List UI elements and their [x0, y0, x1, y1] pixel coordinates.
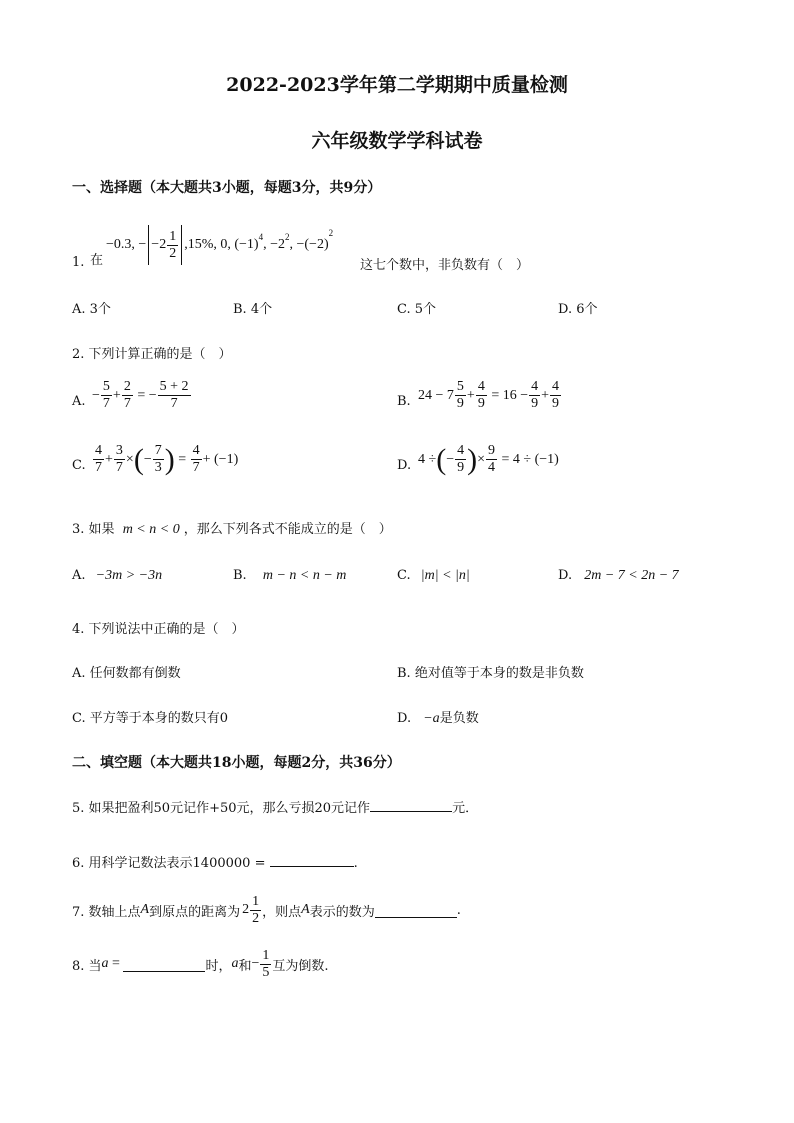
- term: + (−1): [202, 451, 239, 467]
- q1-option-a[interactable]: A. 3个: [72, 302, 111, 317]
- q4-option-c[interactable]: C. 平方等于本身的数只有0: [72, 711, 229, 726]
- right-paren: ): [164, 442, 175, 476]
- q8-fraction: $\frac{1}{5}$: [262, 947, 270, 980]
- q3-condition: m < n < 0: [122, 522, 180, 537]
- q3-option-b[interactable]: [233, 568, 346, 584]
- q1-option-c[interactable]: C. 5个: [397, 302, 437, 317]
- q3-option-c[interactable]: [397, 568, 470, 584]
- fraction: $\frac{4}{7}$: [95, 443, 102, 475]
- q3-option-b-label: B.: [233, 568, 247, 583]
- q7-point-a-2: A: [301, 902, 310, 917]
- q2-option-b-expr[interactable]: [418, 380, 562, 411]
- times-sign: ×: [477, 451, 485, 467]
- q3-option-a[interactable]: [72, 568, 162, 584]
- q6-answer-blank[interactable]: [270, 852, 354, 867]
- q3-stem-post: ，那么下列各式不能成立的是（ ）: [183, 522, 392, 537]
- q8: [72, 942, 329, 986]
- q3-option-c-expr: |m| < |n|: [420, 568, 470, 583]
- q7-pre: 7. 数轴上点: [72, 904, 141, 920]
- times-sign: ×: [125, 451, 134, 467]
- term: = 4 ÷ (−1): [498, 451, 559, 467]
- term: 24 − 7: [418, 387, 454, 403]
- q3-option-a-label: A.: [72, 568, 86, 583]
- q5-post: 元．: [452, 801, 479, 816]
- fraction: $\frac{5}{9}$: [456, 379, 464, 411]
- equals-sign: = 16 −: [487, 387, 529, 403]
- q8-answer-blank[interactable]: [123, 957, 205, 972]
- q6-post: .: [353, 856, 358, 871]
- q1-list-b: ,15%, 0, (−1): [184, 237, 259, 252]
- q5: [72, 797, 478, 816]
- q3-option-d-expr: 2m − 7 < 2n − 7: [584, 568, 679, 583]
- q4-stem: 4. 下列说法中正确的是（ ）: [72, 622, 245, 637]
- q4-option-b[interactable]: B. 绝对值等于本身的数是非负数: [397, 666, 584, 681]
- fraction: $\frac{4}{9}$: [552, 379, 560, 411]
- fraction: $\frac{4}{9}$: [531, 379, 539, 411]
- q1-exp2b: 2: [328, 228, 334, 238]
- section-2-heading: 二、填空题（本大题共18小题，每题2分，共36分）: [72, 755, 401, 771]
- fraction: $\frac{4}{7}$: [192, 443, 200, 475]
- q8-post: 互为倒数.: [272, 958, 329, 974]
- q4-option-d-label: D.: [397, 711, 412, 726]
- q7-end: .: [456, 902, 461, 918]
- equals-sign: =: [174, 451, 190, 467]
- q7-mid1: 到原点的距离为: [149, 904, 241, 920]
- q4-option-d-text: 是负数: [439, 711, 479, 726]
- q3-option-c-label: C.: [397, 568, 411, 583]
- q3-option-a-expr: −3m > −3n: [95, 568, 163, 583]
- q1-list-a: −0.3, −: [106, 237, 147, 252]
- q5-pre: 5. 如果把盈利50元记作+50元，那么亏损20元记作: [72, 801, 371, 816]
- minus-sign: −: [446, 451, 455, 467]
- q2-option-a-label[interactable]: A.: [72, 394, 86, 409]
- q3-option-b-expr: m − n < n − m: [262, 568, 347, 583]
- abs-bar-left: [148, 225, 149, 265]
- fraction: $\frac{7}{3}$: [154, 443, 162, 475]
- q1-mixed-fraction: [167, 230, 178, 261]
- q2-option-d-expr[interactable]: [418, 444, 559, 475]
- q7-post: 表示的数为: [309, 904, 375, 920]
- q1-exp4: 4: [258, 232, 264, 242]
- q1-list-c: , −2: [263, 237, 285, 252]
- equals-sign: = −: [133, 387, 157, 403]
- fraction: $\frac{9}{4}$: [488, 443, 495, 475]
- q6-pre: 6. 用科学记数法表示1400000 =: [72, 856, 266, 871]
- plus-sign: +: [112, 387, 121, 403]
- right-paren: ): [467, 442, 478, 476]
- q8-and: 和: [238, 958, 252, 974]
- abs-bar-right: [181, 225, 182, 265]
- q1-option-d[interactable]: D. 6个: [558, 302, 598, 317]
- q5-answer-blank[interactable]: [370, 797, 452, 812]
- q4-option-a[interactable]: A. 任何数都有倒数: [72, 666, 181, 681]
- left-paren: (: [436, 442, 447, 476]
- q6: [72, 852, 358, 871]
- q7-mid2: ，则点: [262, 904, 302, 920]
- section-1-heading: 一、选择题（本大题共3小题，每题3分，共9分）: [72, 180, 382, 196]
- q3-option-d[interactable]: [558, 568, 679, 584]
- left-paren: (: [133, 442, 144, 476]
- q3-option-d-label: D.: [558, 568, 573, 583]
- q7-answer-blank[interactable]: [375, 903, 457, 918]
- q7-point-a: A: [140, 902, 150, 917]
- minus-sign: −: [92, 387, 100, 403]
- q8-neg: −: [251, 956, 260, 971]
- q4-option-d[interactable]: [397, 707, 479, 727]
- q2-option-d-label[interactable]: D.: [397, 458, 412, 473]
- plus-sign: +: [466, 387, 475, 403]
- q8-mid: 时，: [205, 958, 232, 974]
- q8-var-2: a: [231, 956, 239, 971]
- fraction: $\frac{3}{7}$: [115, 443, 123, 475]
- q2-option-b-label[interactable]: B.: [397, 394, 411, 409]
- q2-option-c-expr[interactable]: [92, 444, 238, 475]
- q4-option-d-expr: −a: [423, 711, 440, 726]
- q7-fraction: $\frac{1}{2}$: [252, 893, 260, 926]
- q1-list-d: , −(−2): [289, 237, 329, 252]
- term: 4 ÷: [418, 451, 437, 467]
- q1-exp2a: 2: [285, 232, 290, 242]
- q2-option-c-label[interactable]: C.: [72, 458, 86, 473]
- q1-post: 这七个数中，非负数有（ ）: [360, 258, 530, 273]
- minus-sign: −: [143, 451, 152, 467]
- q8-var: a: [101, 956, 109, 971]
- q1-mixed-den: 2: [169, 245, 177, 261]
- fraction: $\frac{4}{9}$: [477, 379, 485, 411]
- plus-sign: +: [105, 451, 113, 467]
- q7-mixed-whole: 2: [242, 902, 250, 917]
- q2-option-a-expr[interactable]: [92, 380, 192, 411]
- q1-option-b[interactable]: B. 4个: [233, 302, 273, 317]
- fraction: $\frac{5}{7}$: [102, 379, 110, 411]
- q2-stem: 2. 下列计算正确的是（ ）: [72, 347, 232, 362]
- fraction: $\frac{2}{7}$: [123, 379, 131, 411]
- q1-number: 1.: [72, 255, 85, 270]
- q1-pre: 在: [90, 253, 104, 268]
- q1-mixed-whole: −2: [151, 237, 167, 252]
- q1-number-list: [106, 222, 333, 268]
- fraction: $\frac{5 + 2}{7}$: [159, 379, 189, 411]
- q3-stem: [72, 518, 392, 538]
- q3-stem-pre: 3. 如果: [72, 522, 115, 537]
- fraction: $\frac{4}{9}$: [457, 443, 465, 475]
- page-subtitle: 六年级数学学科试卷: [311, 130, 483, 152]
- plus-sign: +: [541, 387, 550, 403]
- q8-pre: 8. 当: [72, 958, 102, 974]
- q8-equals: =: [108, 956, 124, 971]
- page-title: 2022-2023学年第二学期期中质量检测: [226, 74, 568, 96]
- q1-mixed-num: 1: [169, 228, 177, 244]
- q7: [72, 888, 461, 932]
